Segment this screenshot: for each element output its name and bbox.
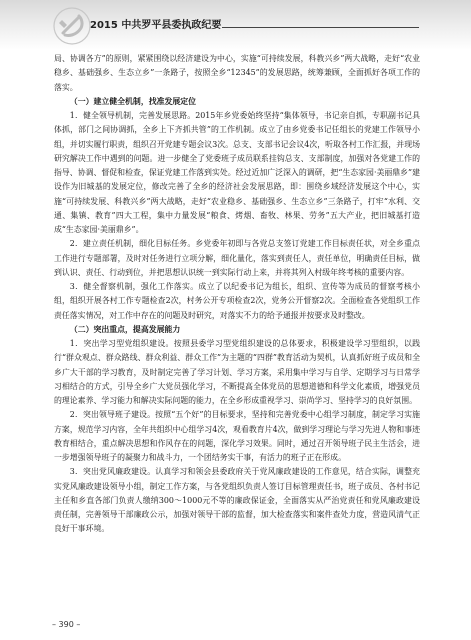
running-header <box>90 16 221 31</box>
paragraph: 1．突出学习型党组织建设。按照县委学习型党组织建设的总体要求，积极建设学习型组织，以践行“群众观点、群众路线、群众利益、群众工作”为主题的“四群”教育活动为契机，认真抓好班子成员和全乡广大干部的学习教育，及时制定完善了学习计划、学习方案，采用集中学习与自学、定期学习与日常学习相结合的方式，引导全乡广大党员强化学习，不断提高全体党员的思想道德和科学文化素质，增强党员的理论素养、学习能力和解决实际问题的能力，在全乡形成重视学习、崇尚学习、坚持学习的良好氛围。 <box>54 339 420 405</box>
section-heading: （二）突出重点，提高发展能力 <box>69 324 181 334</box>
header-year: 2015 <box>90 20 118 31</box>
page-number: – 390 – <box>52 620 81 629</box>
section-heading: （一）建立健全机制，找准发展定位 <box>69 96 197 106</box>
paragraph: 1．健全领导机制，完善发展思路。2015年乡党委始终坚持“集体领导，书记亲自抓，专职副书记具体抓，部门之间协调抓，全乡上下齐抓共管”的工作机制。成立了由乡党委书记任组长的党建工作领导小组，并切实履行职责，组织召开党建专题会议3次。总支、支部书记会议4次，听取各村工作汇报，并现场研究解决工作中遇到的问题。进一步健全了党委班子成员联系挂钩总支、支部制度，加强对各党建工作的指导、协调、督促和检查，保证党建工作落到实处。经过近加广泛深入的调研，把“生态家园·美丽鼎乡”建设作为旧城基的发展定位，修改完善了全乡的经济社会发展思路，即：围绕乡域经济发展这个中心，实施“可持续发展、科教兴乡”两大战略，走好“农业稳乡、基础强乡、生态立乡”三条路子，打牢“水利、交通、集镇、教育”四大工程，集中力量发展“粮食、烤烟、畜牧、林果、劳务”五大产业，把旧城基打造成“生态家园·美丽鼎乡”。 <box>54 111 420 234</box>
header-rule <box>222 27 419 28</box>
paragraph: 3．健全督察机制，强化工作落实。成立了以纪委书记为组长，组织、宣传等为成员的督察考核小组，组织开展各村工作专题检查2次，村务公开专项检查2次，党务公开督察2次。全面检查各党组织工作责任落实情况，对工作中存在的问题及时研究，对落实不力的给予通报并按要求及时整改。 <box>54 282 420 320</box>
party-emblem-watermark-icon <box>52 6 92 46</box>
header-title: 中共罗平县委执政纪要 <box>121 20 222 31</box>
page-header <box>0 0 471 50</box>
paragraph: 2．建立责任机制，细化目标任务。乡党委年初即与各党总支签订党建工作目标责任状，对全乡重点工作进行专题部署，及时对任务进行立项分解，细化量化，落实到责任人，责任单位，明确责任目标，做到认识、责任、行动到位，并把思想认识统一到实际行动上来，并将其列入村级年终考核的重要内容。 <box>54 239 420 277</box>
paragraph: 2．突出领导班子建设。按照“五个好”的目标要求，坚持和完善党委中心组学习制度，制定学习实施方案，规范学习内容，全年共组织中心组学习4次，观看教育片4次，做到学习理论与学习先进人物和事迹教育相结合，重点解决思想和作风存在的问题，深化学习效果。同时，通过召开领导班子民主生活会，进一步增强领导班子的凝聚力和战斗力，一个团结务实干事，有活力的班子正在形成。 <box>54 410 420 462</box>
paragraph: 3．突出党风廉政建设。认真学习和领会县委政府关于党风廉政建设的工作意见，结合实际，调整充实党风廉政建设领导小组，制定工作方案，与各党组织负责人签订目标管理责任书，班子成员、各村书记主任和乡直各部门负责人缴纳300～1000元不等的廉政保证金，全面落实从严治党责任和党风廉政建设责任制，完善领导干部廉政公示，加强对领导干部的监督，加大检查落实和案件查处力度，营造风清气正良好干事环境。 <box>54 467 420 534</box>
body-text <box>54 52 420 537</box>
paragraph: 局、协调各方”的原则，紧紧围绕以经济建设为中心，实施“可持续发展，科教兴乡”两大战略，走好“农业稳乡、基础强乡、生态立乡”一条路子，按照全乡“12345”的发展思路，统筹兼顾，全面抓好各项工作的落实。 <box>54 54 420 92</box>
